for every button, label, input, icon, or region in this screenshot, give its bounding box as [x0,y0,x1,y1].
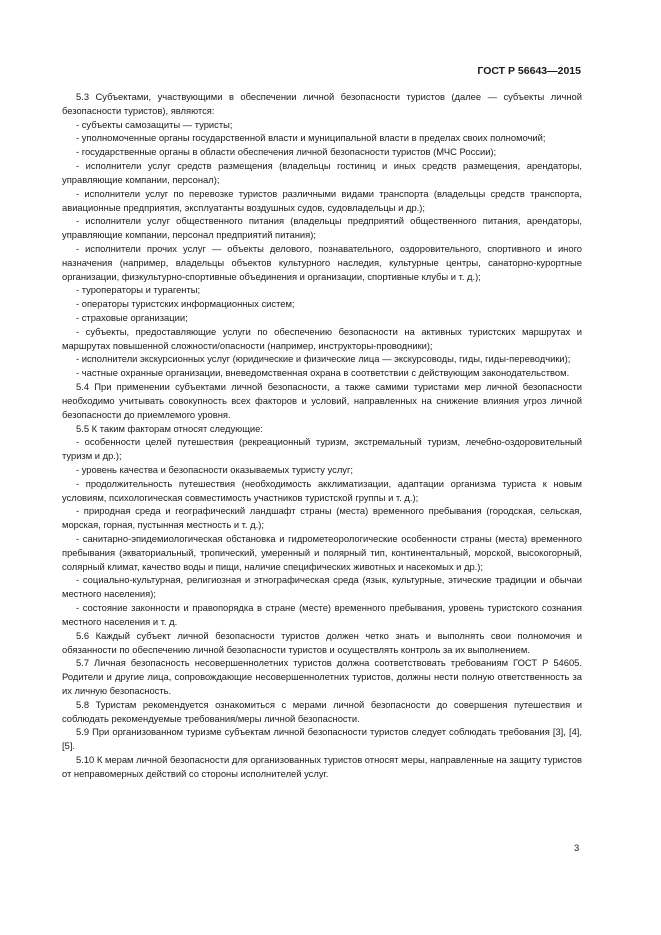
paragraph: 5.10 К мерам личной безопасности для организованных туристов относят меры, направленные на защиту туристов от неправомерных действий со стороны исполнителей услуг. [62,754,582,779]
list-item: - страховые организации; [76,312,188,323]
list-item: - санитарно-эпидемиологическая обстановка и гидрометеорологические особенности страны (места) временного пребывания (экваториальный, тропический, умеренный и полярный тип, континентальный, морской, высокогорный, солярный климат, качество воды и пищи, наличие специфических животных и насекомых и др.); [62,533,582,572]
list-item: - состояние законности и правопорядка в стране (месте) временного пребывания, уровень туристского сознания местного населения и т. д. [62,602,582,627]
list-item: - операторы туристских информационных систем; [76,298,295,310]
paragraph: 5.3 Субъектами, участвующими в обеспечении личной безопасности туристов (далее — субъекты личной безопасности туристов), являются: [62,91,582,116]
list-item: - уполномоченные органы государственной власти и муниципальной власти в пределах своих полномочий; [76,132,546,144]
list-item: - туроператоры и турагенты; [76,284,201,296]
list-item: - исполнители прочих услуг — объекты делового, познавательного, оздоровительного, спортивного и иного назначения (например, владельцы объектов культурного наследия, культурные центры, санаторно-курортные организации, физкультурно-спортивные объединения и организации, спортивные клубы и т. д.); [62,242,582,282]
list-item: - частные охранные организации, вневедомственная охрана в соответствии с действующим законодательством. [76,367,570,379]
list-item: - особенности целей путешествия (рекреационный туризм, экстремальный туризм, лечебно-оздоровительный туризм и др.); [62,436,582,462]
list-item: - исполнители услуг общественного питания (владельцы предприятий общественного питания, арендаторы, управляющие компании, персонал предприятий питания); [62,215,582,241]
list-item: - субъекты самозащиты — туристы; [76,118,233,130]
list-item: - природная среда и географический ландшафт страны (места) временного пребывания (городская, сельская, морская, горная, пустынная местность и т. д.); [62,505,582,531]
document-body [62,90,582,781]
paragraph: 5.9 При организованном туризме субъектам личной безопасности туристов следует соблюдать требования [3], [4], [5]. [62,726,582,752]
list-item: - субъекты, предоставляющие услуги по обеспечению безопасности на активных туристских маршрутах и маршрутах повышенной сложности/опасности (например, инструкторы-проводники); [62,325,582,351]
list-item: - продолжительность путешествия (необходимость акклиматизации, адаптации организма туриста к новым условиям, психологическая совместимость участников туристской группы и т. д.); [62,477,582,503]
paragraph: 5.5 К таким факторам относят следующие: [76,422,263,434]
list-item: - социально-культурная, религиозная и этнографическая среда (язык, культурные, этические традиции и обычаи местного населения); [62,574,582,600]
list-item: - государственные органы в области обеспечения личной безопасности туристов (МЧС России); [76,146,497,158]
document-code-header: ГОСТ Р 56643—2015 [477,65,581,77]
list-item: - уровень качества и безопасности оказываемых туристу услуг; [76,463,354,475]
paragraph: 5.8 Туристам рекомендуется ознакомиться с мерами личной безопасности до совершения путешествия и соблюдать рекомендуемые требования/меры личной безопасности. [62,698,582,724]
page-number: 3 [574,842,580,853]
list-item: - исполнители услуг средств размещения (владельцы гостиниц и иных средств размещения, арендаторы, управляющие компании, персонал); [62,160,582,185]
list-item: - исполнители экскурсионных услуг (юридические и физические лица — экскурсоводы, гиды, гиды-переводчики); [76,353,571,365]
paragraph: 5.4 При применении субъектами личной безопасности, а также самими туристами мер личной безопасности необходимо учитывать совокупность всех факторов и условий, направленных на снижение влияния угроз личной безопасности до приемлемого уровня. [62,381,582,420]
paragraph: 5.7 Личная безопасность несовершеннолетних туристов должна соответствовать требованиям ГОСТ Р 54605. Родители и другие лица, сопровождающие несовершеннолетних туристов, должны нести полную ответственность за их личную безопасность. [62,657,582,696]
list-item: - исполнители услуг по перевозке туристов различными видами транспорта (владельцы средств транспорта, авиационные предприятия, эксплуатанты воздушных судов, судовладельцы и др.); [62,187,582,213]
paragraph: 5.6 Каждый субъект личной безопасности туристов должен четко знать и выполнять свои полномочия и обязанности по обеспечению личной безопасности туристов и осуществлять контроль за их выполнением. [62,629,582,655]
